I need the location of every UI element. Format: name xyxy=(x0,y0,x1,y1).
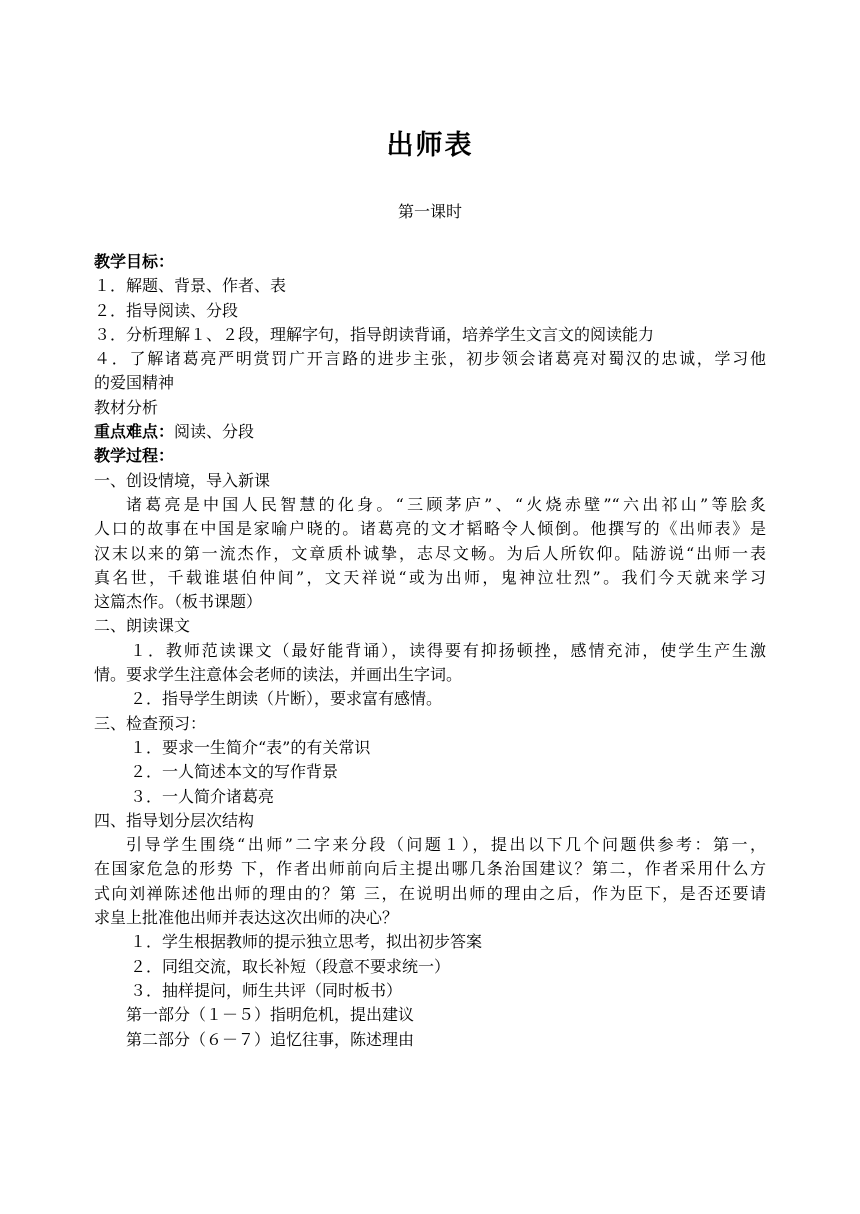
section-heading: 一、创设情境，导入新课 xyxy=(94,470,271,490)
paragraph-line: 求皇上批准他出师并表达这次出师的决心？ xyxy=(94,908,399,928)
goal-item: ３．分析理解１、２段，理解字句，指导朗读背诵，培养学生文言文的阅读能力 xyxy=(94,324,655,344)
list-item: ３．抽样提问，师生共评（同时板书） xyxy=(130,980,403,1000)
goal-item-continued: 的爱国精神 xyxy=(94,373,175,393)
document-title: 出师表 xyxy=(386,130,474,161)
key-points xyxy=(94,420,766,444)
paragraph-line: 在国家危急的形势 下，作者出师前向后主提出哪几条治国建议？第二，作者采用什么方 xyxy=(94,859,766,879)
goals-heading: 教学目标： xyxy=(94,252,175,271)
section-heading: 二、朗读课文 xyxy=(94,616,191,636)
goal-item: ２．指导阅读、分段 xyxy=(94,300,239,320)
analysis-label: 教材分析 xyxy=(94,397,159,417)
list-item: １．学生根据教师的提示独立思考，拟出初步答案 xyxy=(130,932,483,952)
document-body xyxy=(94,250,766,1052)
section-heading: 三、检查预习： xyxy=(94,713,207,733)
outline-item: 第一部分（１－５）指明危机，提出建议 xyxy=(126,1005,415,1025)
list-item: ２．同组交流，取长补短（段意不要求统一） xyxy=(130,956,451,976)
lesson-subtitle: 第一课时 xyxy=(397,202,462,221)
key-points-value: 阅读、分段 xyxy=(174,422,255,442)
list-item-continued: 情。要求学生注意体会老师的读法，并画出生字词。 xyxy=(94,665,463,685)
goal-item: １．解题、背景、作者、表 xyxy=(94,276,287,296)
goal-item: ４．了解诸葛亮严明赏罚广开言路的进步主张，初步领会诸葛亮对蜀汉的忠诚，学习他 xyxy=(94,349,766,369)
section-heading: 四、指导划分层次结构 xyxy=(94,810,255,830)
list-item: １．要求一生简介“表”的有关常识 xyxy=(130,737,371,757)
paragraph-line: 汉末以来的第一流杰作，文章质朴诚挚，志尽文畅。为后人所钦仰。陆游说“出师一表 xyxy=(94,543,766,563)
paragraph-line: 人口的故事在中国是家喻户晓的。诸葛亮的文才韬略令人倾倒。他撰写的《出师表》是 xyxy=(94,519,766,539)
outline-item: 第二部分（６－７）追忆往事，陈述理由 xyxy=(126,1029,415,1049)
paragraph-line: 真名世，千载谁堪伯仲间”，文天祥说“或为出师，鬼神泣壮烈”。我们今天就来学习 xyxy=(94,567,766,587)
paragraph-line: 这篇杰作。（板书课题） xyxy=(94,592,263,612)
list-item: ２．指导学生朗读（片断），要求富有感情。 xyxy=(130,689,443,709)
key-points-label: 重点难点： xyxy=(94,422,175,442)
list-item: ２．一人简述本文的写作背景 xyxy=(130,762,339,782)
paragraph-line: 式向刘禅陈述他出师的理由的？第 三，在说明出师的理由之后，作为臣下，是否还要请 xyxy=(94,883,766,903)
list-item: １．教师范读课文（最好能背诵），读得要有抑扬顿挫，感情充沛，使学生产生激 xyxy=(130,640,766,660)
process-heading: 教学过程： xyxy=(94,446,175,466)
paragraph-line: 诸葛亮是中国人民智慧的化身。“三顾茅庐”、“火烧赤壁”“六出祁山”等脍炙 xyxy=(126,494,766,514)
list-item: ３．一人简介诸葛亮 xyxy=(130,786,275,806)
paragraph-line: 引导学生围绕“出师”二字来分段（问题１），提出以下几个问题供参考：第一， xyxy=(126,835,766,855)
